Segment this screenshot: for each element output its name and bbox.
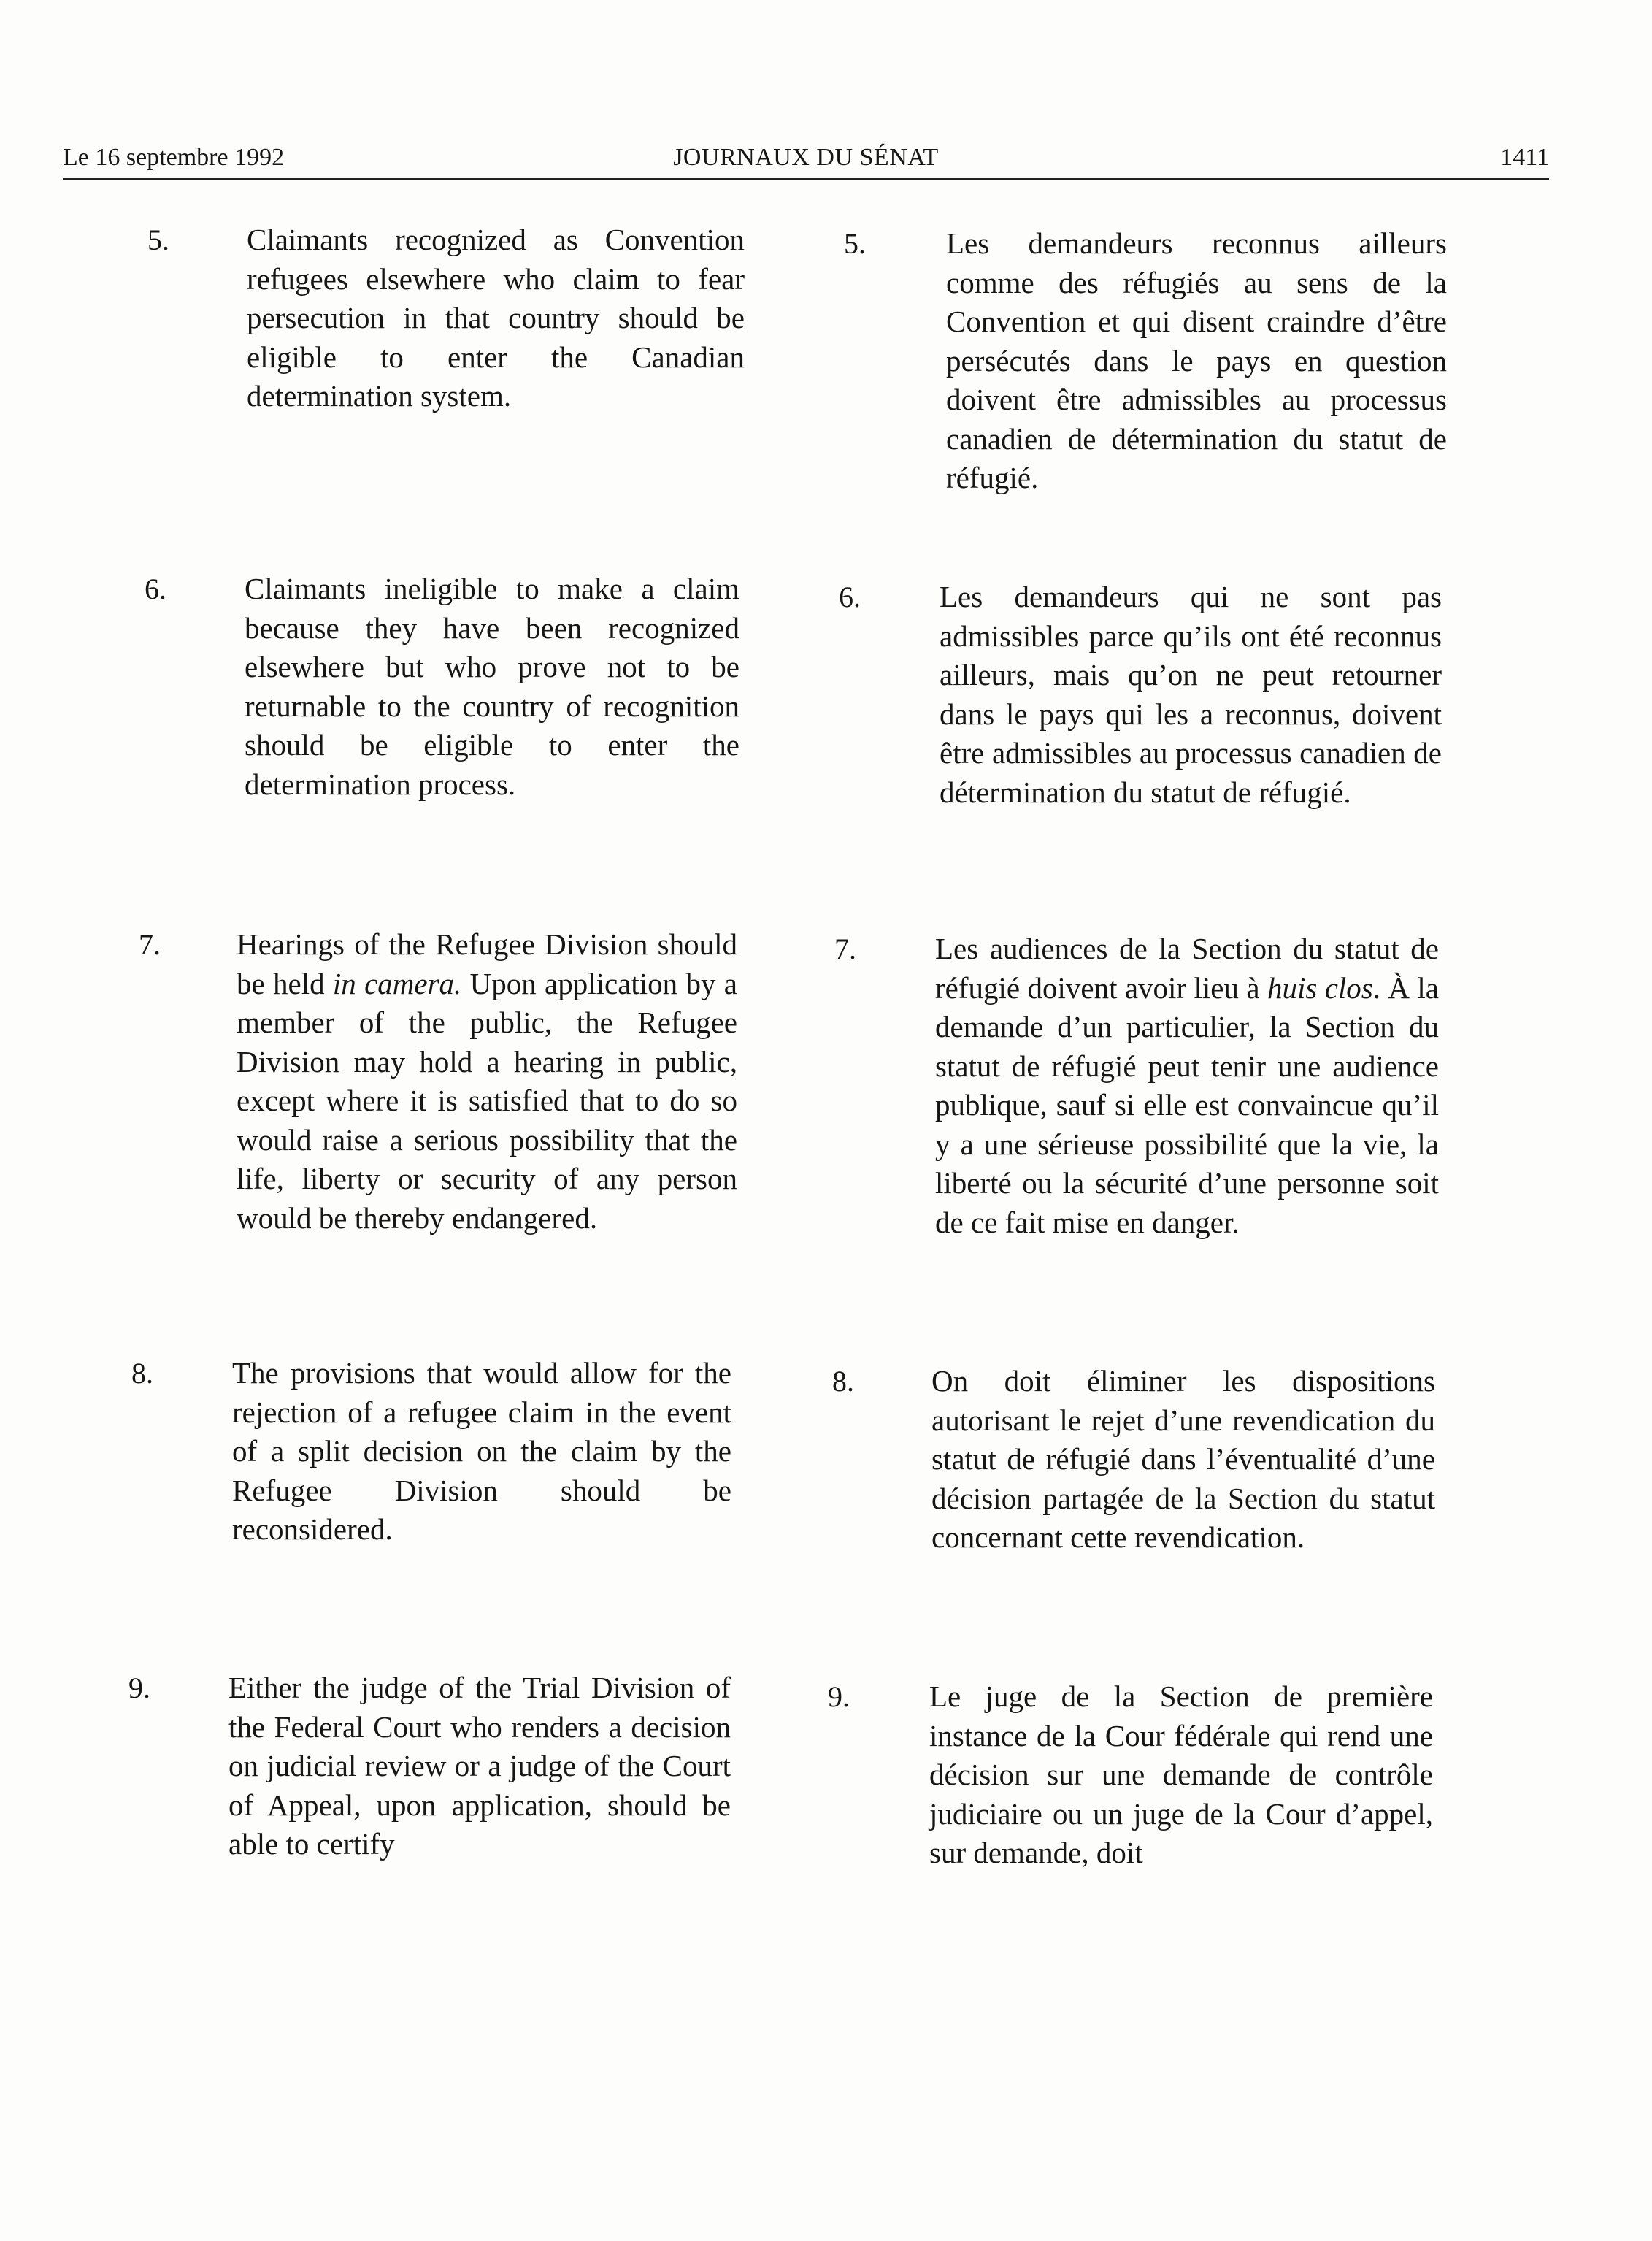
item-number: 5. xyxy=(844,227,866,260)
item-number: 7. xyxy=(139,928,161,961)
text-segment: . À la demande d’un particulier, la Section du statut de réfugié peut tenir une audience publique, sauf si elle est convaincue qu’il y a une sérieuse possibilité que la vie, la liberté ou la sécurité d’une personne soit de ce fait mise en danger. xyxy=(935,970,1439,1239)
header-title: JOURNAUX DU SÉNAT xyxy=(673,144,939,171)
text-segment: Upon application by a member of the public, the Refugee Division may hold a hearing in public, except where it is satisfied that to do so would raise a serious possibility that the life, liberty or security of any person would be thereby endangered. xyxy=(237,966,737,1235)
item-number: 5. xyxy=(147,223,169,256)
item-text-english: The provisions that would allow for the rejection of a refugee claim in the event of a split decision on the claim by the Refugee Division should be reconsidered. xyxy=(232,1356,731,1546)
item-text-english xyxy=(237,925,737,1238)
text-segment: Les audiences de la Section du statut de réfugié doivent avoir lieu à xyxy=(935,932,1439,1005)
item-text-french: Le juge de la Section de première instance de la Cour fédérale qui rend une décision sur une demande de contrôle judiciaire ou un juge de la Cour d’appel, sur demande, doit xyxy=(929,1679,1433,1869)
italic-text: in camera. xyxy=(332,966,462,1000)
page-number: 1411 xyxy=(1500,144,1549,171)
header-rule xyxy=(63,178,1549,180)
item-number: 9. xyxy=(828,1680,850,1713)
item-number: 8. xyxy=(131,1357,153,1390)
item-text-english: Either the judge of the Trial Division of the Federal Court who renders a decision on judicial review or a judge of the Court of Appeal, upon application, should be able to certify xyxy=(228,1671,731,1861)
item-number: 6. xyxy=(839,581,861,613)
item-text-french xyxy=(935,930,1439,1242)
item-text-french: Les demandeurs reconnus ailleurs comme des réfugiés au sens de la Convention et qui disent craindre d’être persécutés dans le pays en question doivent être admissibles au processus canadien de détermination du statut de réfugié. xyxy=(946,226,1447,494)
item-text-french: Les demandeurs qui ne sont pas admissibles parce qu’ils ont été reconnus ailleurs, mais qu’on ne peut retourner dans le pays qui les a reconnus, doivent être admissibles au processus canadien de détermination du statut de réfugié. xyxy=(940,580,1442,809)
italic-text: huis clos xyxy=(1267,970,1373,1005)
item-number: 6. xyxy=(145,572,166,605)
item-text-english: Claimants ineligible to make a claim because they have been recognized elsewhere but who prove not to be returnable to the country of recognition should be eligible to enter the determination process. xyxy=(245,572,739,801)
item-number: 7. xyxy=(834,932,856,965)
text-segment: Hearings of the Refugee Division should be held xyxy=(237,927,737,1000)
item-number: 9. xyxy=(128,1671,150,1704)
item-text-english: Claimants recognized as Convention refugees elsewhere who claim to fear persecution in that country should be eligible to enter the Canadian determination system. xyxy=(247,223,745,413)
item-number: 8. xyxy=(832,1365,854,1398)
page-header xyxy=(63,140,1549,175)
header-date: Le 16 septembre 1992 xyxy=(63,144,285,171)
item-text-french: On doit éliminer les dispositions autorisant le rejet d’une revendication du statut de réfugié dans l’éventualité d’une décision partagée de la Section du statut concernant cette revendication. xyxy=(931,1364,1435,1554)
